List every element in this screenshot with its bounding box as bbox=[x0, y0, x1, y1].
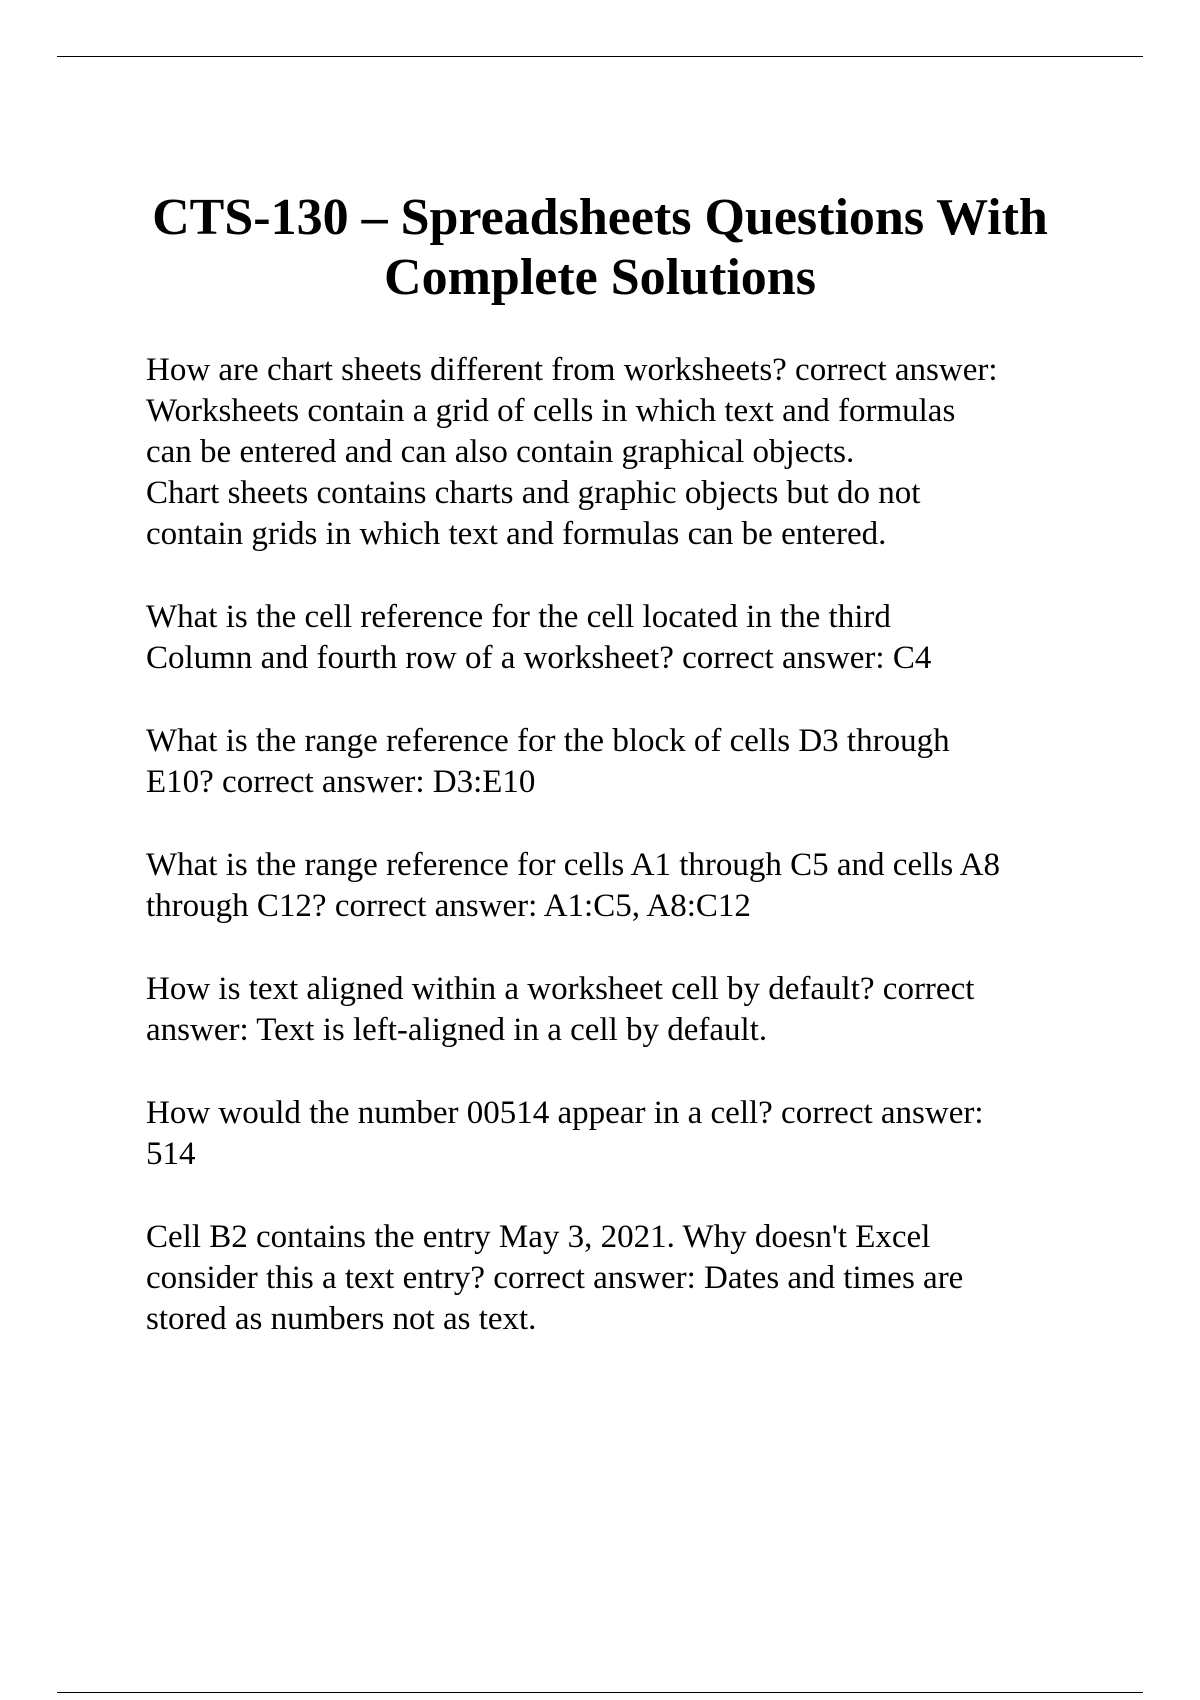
qa-list bbox=[146, 350, 1106, 1382]
qa-item-4: What is the range reference for cells A1 through C5 and cells A8 through C12? correct answer: A1:C5, A8:C12 bbox=[146, 847, 1001, 924]
page-title bbox=[60, 188, 1140, 308]
title-line-2: Complete Solutions bbox=[384, 249, 816, 306]
top-rule bbox=[57, 56, 1143, 57]
title-line-1: CTS-130 – Spreadsheets Questions With bbox=[152, 189, 1048, 246]
qa-item-5: How is text aligned within a worksheet cell by default? correct answer: Text is left-aligned in a cell by default. bbox=[146, 971, 975, 1048]
bottom-rule bbox=[57, 1692, 1143, 1693]
qa-item-6: How would the number 00514 appear in a cell? correct answer: 514 bbox=[146, 1095, 984, 1172]
qa-item-2: What is the cell reference for the cell located in the third Column and fourth row of a worksheet? correct answer: C4 bbox=[146, 599, 932, 676]
qa-item-1: How are chart sheets different from worksheets? correct answer: Worksheets contain a grid of cells in which text and formulas can be entered and can also contain graphical objects. Chart sheets contains charts and graphic objects but do not contain grids in which text and formulas can be entered. bbox=[146, 352, 998, 552]
qa-item-3: What is the range reference for the block of cells D3 through E10? correct answer: D3:E10 bbox=[146, 723, 950, 800]
qa-item-7: Cell B2 contains the entry May 3, 2021. Why doesn't Excel consider this a text entry? correct answer: Dates and times are stored as numbers not as text. bbox=[146, 1219, 964, 1337]
